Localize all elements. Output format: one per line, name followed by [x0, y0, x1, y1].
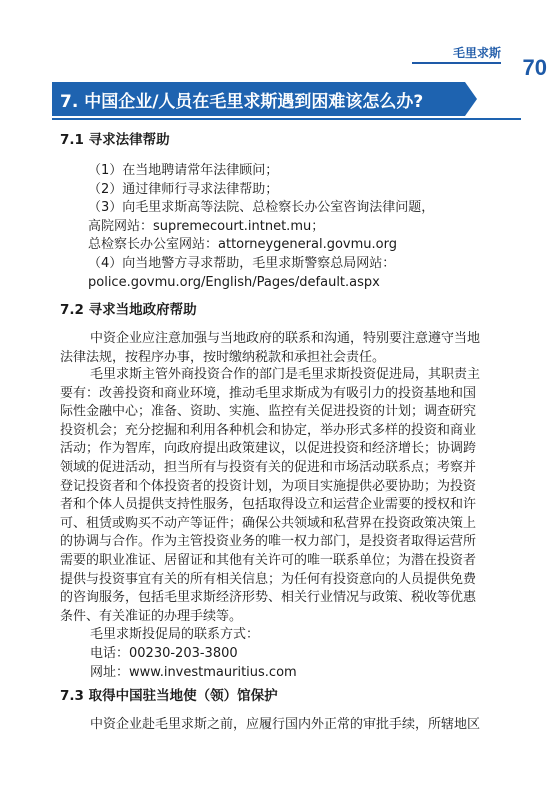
paragraph-line: 者和个体人员提供支持性服务，包括取得设立和运营企业需要的授权和许 — [60, 497, 477, 513]
contact-phone: 电话：00230-203-3800 — [90, 645, 238, 661]
contact-website: 网址：www.investmauritius.com — [90, 664, 297, 680]
list-item: （4）向当地警方寻求帮助，毛里求斯警察总局网站： — [88, 255, 396, 271]
paragraph-line: 条件、有关准证的办理手续等。 — [60, 608, 243, 624]
paragraph-line: 法律法规，按程序办事，按时缴纳税款和承担社会责任。 — [60, 349, 386, 365]
contact-intro: 毛里求斯投促局的联系方式： — [90, 627, 260, 643]
paragraph-line: 毛里求斯主管外商投资合作的部门是毛里求斯投资促进局，其职责主 — [90, 367, 481, 382]
page-number: 70 — [522, 55, 547, 80]
section-heading-7-2: 7.2 寻求当地政府帮助 — [60, 302, 197, 318]
paragraph-line: 活动；作为智库，向政府提出政策建议，以促进投资和经济增长；协调跨 — [60, 441, 477, 457]
list-item: 总检察长办公室网站：attorneygeneral.govmu.org — [88, 237, 397, 253]
paragraph-line: 的咨询服务，包括毛里求斯经济形势、相关行业情况与政策、税收等优惠 — [60, 590, 477, 606]
title-underline — [52, 118, 521, 120]
section-7-2-paragraph-1 — [60, 330, 504, 367]
paragraph-line: 可、租赁或购买不动产等证件；确保公共领域和私营界在投资政策决策上 — [60, 515, 477, 531]
list-item: （1）在当地聘请常年法律顾问； — [88, 163, 279, 178]
running-header-country: 毛里求斯 — [452, 46, 501, 60]
paragraph-line: 际性金融中心；准备、资助、实施、监控有关促进投资的计划；调查研究 — [60, 404, 477, 420]
paragraph-line: 提供与投资事宜有关的所有相关信息；为任何有投资意向的人员提供免费 — [60, 571, 477, 587]
section-heading-7-1: 7.1 寻求法律帮助 — [60, 132, 170, 148]
paragraph-line: 的协调与合作。作为主管投资业务的唯一权力部门，是投资者取得运营所 — [60, 534, 477, 550]
paragraph-line: 要有：改善投资和商业环境，推动毛里求斯成为有吸引力的投资基地和国 — [60, 385, 477, 401]
list-item: （3）向毛里求斯高等法院、总检察长办公室咨询法律问题， — [88, 200, 435, 216]
list-item: 高院网站：supremecourt.intnet.mu； — [88, 218, 325, 234]
chapter-title-bar — [52, 82, 465, 116]
paragraph-line: 需要的职业准证、居留证和其他有关许可的唯一联系单位；为潜在投资者 — [60, 552, 477, 568]
list-item: （2）通过律师行寻求法律帮助； — [88, 181, 279, 197]
section-heading-7-3: 7.3 取得中国驻当地使（领）馆保护 — [60, 688, 278, 704]
section-7-2-paragraph-2 — [60, 366, 504, 682]
header-rule — [412, 62, 501, 64]
title-bar-arrow — [465, 82, 477, 116]
paragraph-line: 中资企业赴毛里求斯之前，应履行国内外正常的审批手续，所辖地区 — [90, 717, 481, 732]
paragraph-line: 中资企业应注意加强与当地政府的联系和沟通，特别要注意遵守当地 — [90, 331, 481, 346]
paragraph-line: 领域的促进活动，担当所有与投资有关的促进和市场活动联系点；考察并 — [60, 459, 477, 475]
paragraph-line: 投资机会；充分挖掘和利用各种机会和协定，举办形式多样的投资和商业 — [60, 422, 477, 438]
section-7-3-paragraph-1 — [84, 716, 504, 735]
paragraph-line: 登记投资者和个体投资者的投资计划，为项目实施提供必要协助；为投资 — [60, 478, 477, 494]
list-item: police.govmu.org/English/Pages/default.aspx — [88, 274, 380, 290]
section-7-1-list — [88, 162, 508, 292]
chapter-title: 7. 中国企业/人员在毛里求斯遇到困难该怎么办? — [60, 91, 424, 112]
